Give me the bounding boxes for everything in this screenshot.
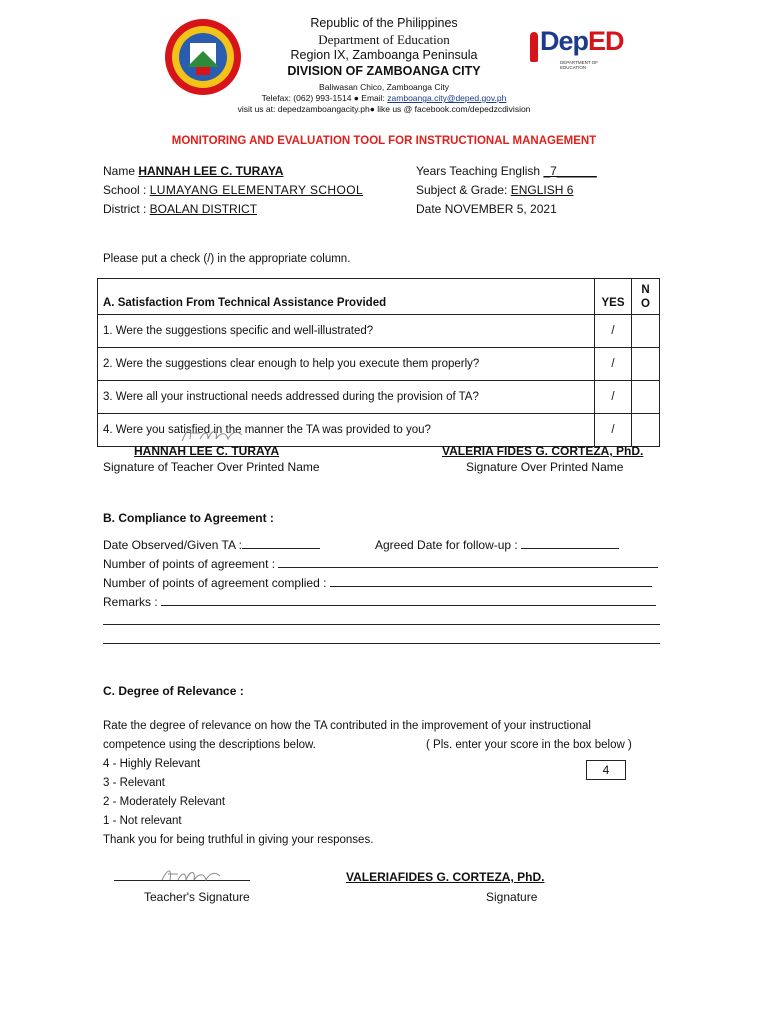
remarks-field[interactable] [161, 594, 656, 606]
deped-logo: DepED DEPARTMENT OF EDUCATION [530, 26, 620, 76]
remarks-line-3[interactable] [103, 643, 660, 644]
scale-item: 3 - Relevant [103, 777, 166, 789]
teacher-signature-caption: Signature of Teacher Over Printed Name [103, 460, 320, 474]
no-cell-1[interactable] [632, 315, 660, 348]
teacher-signature-caption-2: Teacher's Signature [144, 890, 250, 904]
scale-item: 1 - Not relevant [103, 815, 182, 827]
yes-cell-1[interactable]: / [595, 315, 632, 348]
supervisor-signature-caption: Signature Over Printed Name [466, 460, 624, 474]
supervisor-signature-caption-2: Signature [486, 890, 538, 904]
header-email-link[interactable]: zamboanga.city@deped.gov.ph [387, 93, 507, 103]
years-value: _7______ [543, 164, 597, 178]
points-row [103, 556, 658, 571]
relevance-description-2: competence using the descriptions below. [103, 739, 316, 751]
header-telefax: Telefax: (062) 993-1514 ● Email: [261, 93, 388, 103]
header-visit: visit us at: depedzamboangacity.ph● like us @ facebook.com/depedzcdivision [237, 104, 531, 114]
relevance-description-1: Rate the degree of relevance on how the TA contributed in the improvement of your instructional [103, 720, 591, 732]
torch-icon [530, 32, 538, 62]
points-label: Number of points of agreement : [103, 557, 279, 571]
date-observed-row [103, 537, 320, 552]
supervisor-printed-name-2: VALERIAFIDES G. CORTEZA, PhD. [346, 870, 545, 884]
instruction-text: Please put a check (/) in the appropriate column. [103, 253, 351, 265]
subject-row [416, 183, 573, 197]
points-field[interactable] [278, 556, 658, 568]
no-cell-2[interactable] [632, 348, 660, 381]
score-hint: ( Pls. enter your score in the box below ) [426, 739, 632, 751]
section-b-header: B. Compliance to Agreement : [103, 511, 274, 525]
district-value: BOALAN DISTRICT [149, 202, 258, 216]
question-1: 1. Were the suggestions specific and well-illustrated? [98, 315, 595, 348]
date-row [416, 202, 557, 216]
remarks-row [103, 594, 656, 609]
form-title: MONITORING AND EVALUATION TOOL FOR INSTRUCTIONAL MANAGEMENT [171, 135, 597, 147]
header-division: DIVISION OF ZAMBOANGA CITY [287, 64, 481, 78]
deped-logo-sub: DEPARTMENT OF EDUCATION [560, 60, 599, 70]
name-row [103, 164, 283, 178]
section-a-header: A. Satisfaction From Technical Assistance Provided [98, 279, 595, 315]
scale-item: 4 - Highly Relevant [103, 758, 201, 770]
date-observed-label: Date Observed/Given TA : [103, 538, 242, 552]
header-department: Department of Education [318, 32, 450, 47]
yes-cell-3[interactable]: / [595, 381, 632, 414]
name-label: Name [103, 164, 139, 178]
years-label: Years Teaching English [416, 164, 544, 178]
no-column-header: N O [632, 279, 660, 315]
no-cell-3[interactable] [632, 381, 660, 414]
subject-label: Subject & Grade: [416, 183, 511, 197]
thanks-text: Thank you for being truthful in giving your responses. [103, 834, 374, 846]
teacher-printed-name: HANNAH LEE C. TURAYA [134, 444, 280, 458]
table-row [98, 381, 660, 414]
remarks-line-2[interactable] [103, 624, 660, 625]
header-region: Region IX, Zamboanga Peninsula [290, 48, 478, 62]
date-observed-field[interactable] [242, 537, 320, 549]
points-complied-field[interactable] [330, 575, 652, 587]
yes-cell-4[interactable]: / [595, 414, 632, 447]
points-complied-label: Number of points of agreement complied : [103, 576, 330, 590]
header-contact [0, 93, 768, 103]
satisfaction-table [97, 278, 660, 447]
score-input-box[interactable]: 4 [586, 760, 626, 780]
scale-item: 2 - Moderately Relevant [103, 796, 226, 808]
date-value: NOVEMBER 5, 2021 [444, 202, 557, 216]
table-header-row [98, 279, 660, 315]
header-address: Baliwasan Chico, Zamboanga City [319, 82, 449, 92]
date-label: Date [416, 202, 445, 216]
table-row [98, 348, 660, 381]
section-c-header: C. Degree of Relevance : [103, 684, 244, 698]
school-label: School : [103, 183, 150, 197]
agreed-date-field[interactable] [521, 537, 619, 549]
header-republic: Republic of the Philippines [310, 16, 458, 30]
supervisor-printed-name: VALERIA FIDES G. CORTEZA, PhD. [442, 444, 644, 458]
years-row [416, 164, 597, 178]
teacher-signature-scribble-2 [158, 866, 228, 888]
subject-value: ENGLISH 6 [510, 183, 574, 197]
school-row [103, 183, 363, 197]
remarks-label: Remarks : [103, 595, 162, 609]
points-complied-row [103, 575, 652, 590]
agreed-date-label: Agreed Date for follow-up : [375, 538, 522, 552]
agreed-date-row [375, 537, 619, 552]
district-row [103, 202, 257, 216]
question-4: 4. Were you satisfied in the manner the TA was provided to you? [98, 414, 595, 447]
no-cell-4[interactable] [632, 414, 660, 447]
yes-cell-2[interactable]: / [595, 348, 632, 381]
question-2: 2. Were the suggestions clear enough to help you execute them properly? [98, 348, 595, 381]
school-value: LUMAYANG ELEMENTARY SCHOOL [149, 183, 364, 197]
name-value: HANNAH LEE C. TURAYA [138, 164, 284, 178]
question-3: 3. Were all your instructional needs addressed during the provision of TA? [98, 381, 595, 414]
yes-column-header: YES [595, 279, 632, 315]
district-label: District : [103, 202, 150, 216]
table-row [98, 315, 660, 348]
